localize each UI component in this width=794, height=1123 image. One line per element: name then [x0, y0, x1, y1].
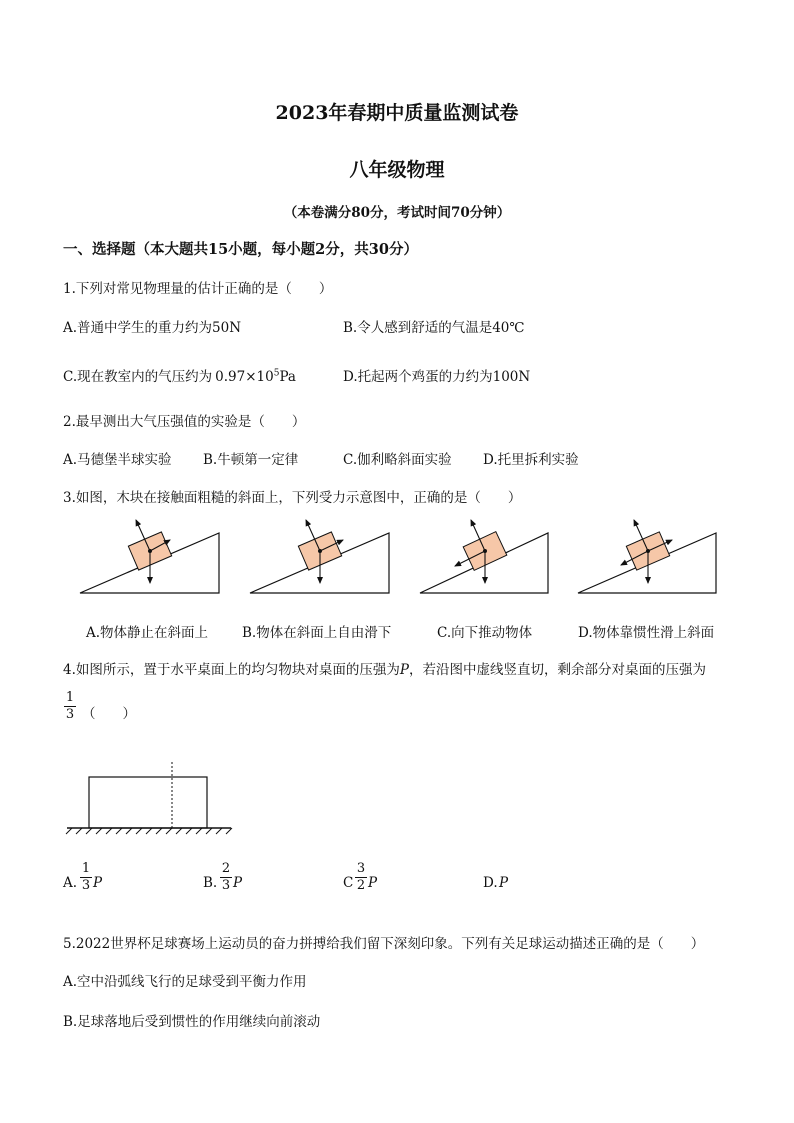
table-hatching	[66, 828, 232, 834]
q3-option-d: D.物体靠惯性滑上斜面	[578, 625, 715, 641]
q1-option-c-exponent: 5	[273, 368, 280, 379]
exam-subject: 八年级物理	[349, 159, 445, 181]
q4-option-c-fraction	[354, 861, 368, 894]
q1-option-c-value: 0.97×10	[215, 369, 274, 385]
q4-option-c-var: P	[368, 875, 378, 891]
q4-a-num: 1	[81, 861, 91, 876]
q2-option-d: D.托里拆利实验	[483, 452, 579, 468]
q4-option-d-var: P	[499, 875, 509, 891]
incline-diagram-c	[420, 520, 548, 593]
q3-option-a: A.物体静止在斜面上	[86, 625, 209, 641]
q4-option-a-fraction	[79, 861, 93, 894]
q4-option-a-var: P	[93, 875, 103, 891]
q4-block-diagram	[66, 762, 232, 834]
q1-option-a: A.普通中学生的重力约为50N	[63, 320, 242, 336]
q4-stem-text: 4.如图所示，置于水平桌面上的均匀物块对桌面的压强为	[63, 662, 400, 678]
q2-option-a: A.马德堡半球实验	[63, 452, 172, 468]
q4-stem-frac-num: 1	[65, 690, 75, 705]
q4-option-c-label: C	[343, 875, 354, 891]
q1-option-b: B.令人感到舒适的气温是40℃	[343, 320, 525, 336]
q2-option-b: B.牛顿第一定律	[203, 452, 299, 468]
exam-note: （本卷满分80分，考试时间70分钟）	[283, 205, 511, 221]
q4-c-den: 2	[356, 878, 366, 893]
uniform-block	[89, 777, 207, 828]
q4-option-b-fraction	[219, 861, 233, 894]
q4-b-den: 3	[221, 878, 231, 893]
q5-option-a: A.空中沿弧线飞行的足球受到平衡力作用	[63, 974, 307, 990]
exam-title: 2023年春期中质量监测试卷	[275, 102, 519, 124]
q4-stem-fraction	[63, 690, 77, 723]
q4-option-d-label: D.	[483, 875, 498, 891]
q1-option-c-prefix: C.现在教室内的气压约为	[63, 369, 213, 385]
incline-diagram-a	[80, 520, 219, 593]
incline-diagram-d	[578, 520, 716, 593]
question-5-stem: 5.2022世界杯足球赛场上运动员的奋力拼搏给我们留下深刻印象。下列有关足球运动描述正确的是（ ）	[63, 936, 705, 952]
q4-a-den: 3	[81, 878, 91, 893]
q4-stem-rest: ，若沿图中虚线竖直切，剩余部分对桌面的压强为	[408, 662, 706, 678]
q4-b-num: 2	[221, 861, 231, 876]
q4-option-b-var: P	[233, 875, 243, 891]
question-2-stem: 2.最早测出大气压强值的实验是（ ）	[63, 414, 306, 430]
section-heading: 一、选择题（本大题共15小题，每小题2分，共30分）	[63, 241, 418, 258]
q3-option-b: B.物体在斜面上自由滑下	[242, 625, 392, 641]
q4-stem-var: P	[399, 662, 409, 678]
q4-c-num: 3	[356, 861, 366, 876]
q1-option-c-unit: Pa	[279, 369, 296, 385]
incline-diagram-b	[250, 520, 389, 593]
q4-option-a-label: A.	[63, 875, 78, 891]
q2-option-c: C.伽利略斜面实验	[343, 452, 452, 468]
q1-option-d: D.托起两个鸡蛋的力约为100N	[343, 369, 531, 385]
q4-option-b-label: B.	[203, 875, 218, 891]
question-4-stem	[63, 658, 706, 678]
q4-stem-frac-den: 3	[65, 707, 75, 722]
question-1-stem: 1.下列对常见物理量的估计正确的是（ ）	[63, 281, 333, 297]
q4-paren: （ ）	[82, 706, 136, 722]
question-3-stem: 3.如图，木块在接触面粗糙的斜面上，下列受力示意图中，正确的是（ ）	[63, 490, 522, 506]
q5-option-b: B.足球落地后受到惯性的作用继续向前滚动	[63, 1014, 321, 1030]
q3-option-c: C.向下推动物体	[437, 625, 533, 641]
